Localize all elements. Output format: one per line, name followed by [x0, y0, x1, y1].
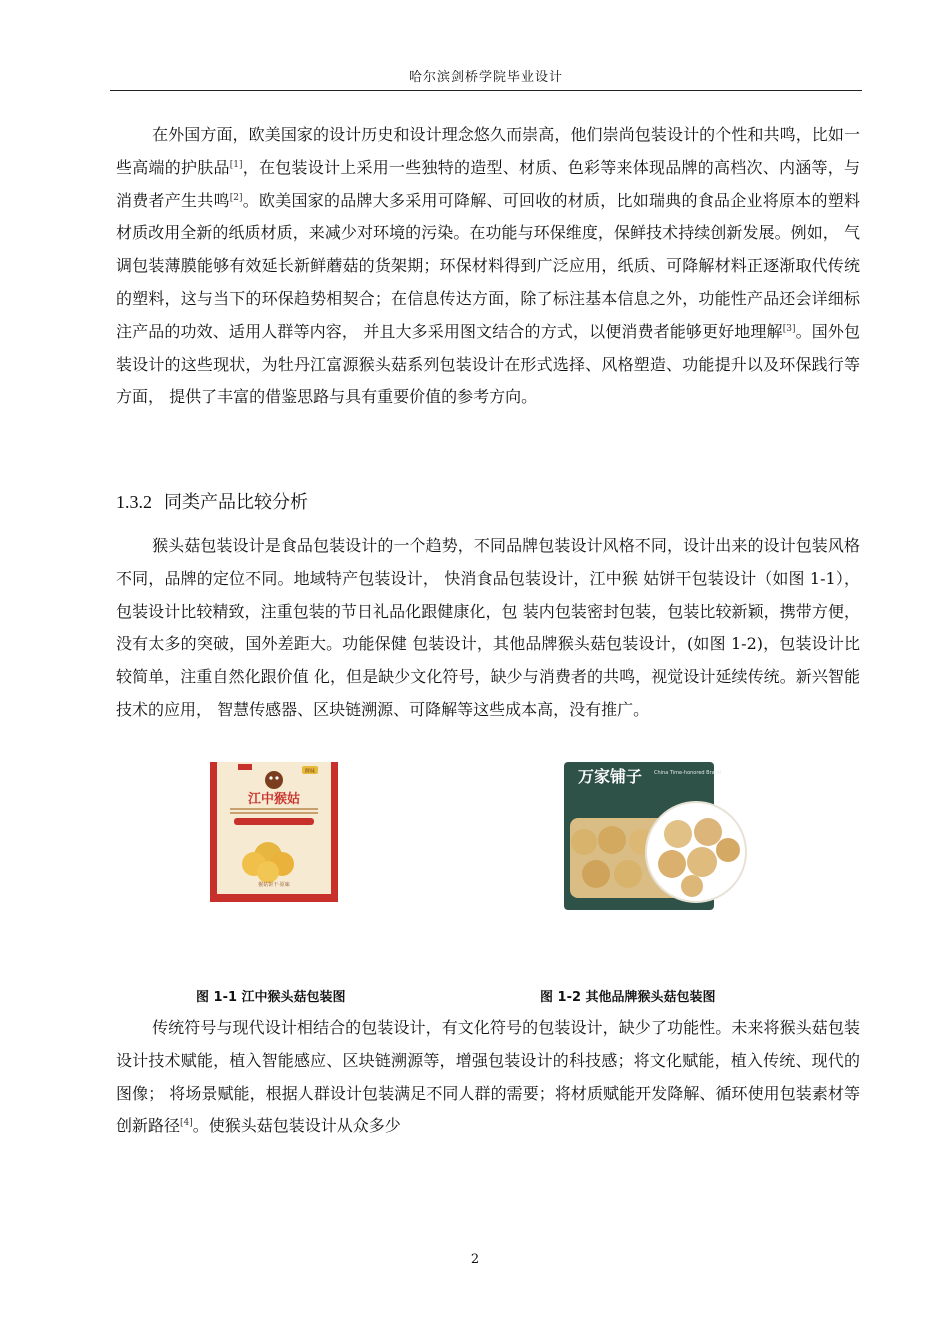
- citation-3[interactable]: [3]: [782, 323, 796, 334]
- svg-text:猴姑饼干·原味: 猴姑饼干·原味: [258, 882, 290, 888]
- svg-text:China Time-honored Brand: China Time-honored Brand: [654, 770, 722, 776]
- section-heading: [116, 488, 308, 514]
- figure-1-caption: 图 1-1 江中猴头菇包装图: [196, 990, 346, 1005]
- section-number: 1.3.2: [116, 492, 152, 512]
- paragraph-comparison: 猴头菇包装设计是食品包装设计的一个趋势，不同品牌包装设计风格不同，设计出来的设计包装风格不同，品牌的定位不同。地域特产包装设计， 快消食品包装设计，江中猴 姑饼干包装设计（如图 1-1），包装设计比较精致，注重包装的节日礼品化跟健康化，包 装内包装密封包装，包装比较新颖，携带方便，没有太多的突破，国外差距大。功能保健 包装设计，其他品牌猴头菇包装设计，(如图 1-2)，包装设计比较简单，注重自然化跟价值 化，但是缺少文化符号，缺少与消费者的共鸣，视觉设计延续传统。新兴智能技术的应用， 智慧传感器、区块链溯源、可降解等这些成本高，没有推广。: [116, 536, 860, 719]
- citation-1[interactable]: [1]: [229, 159, 243, 170]
- figure-2-caption: 图 1-2 其他品牌猴头菇包装图: [540, 990, 716, 1005]
- wanjia-package-image: [556, 762, 748, 912]
- svg-text:万家铺子: 万家铺子: [578, 767, 643, 786]
- paragraph-foreign-design: 在外国方面，欧美国家的设计历史和设计理念悠久而崇高，他们崇尚包装设计的个性和共鸣，比如一些高端的护肤品[1]，在包装设计上采用一些独特的造型、材质、色彩等来体现品牌的高档次、内涵等，与消费者产生共鸣[2]。欧美国家的品牌大多采用可降解、可回收的材质，比如瑞典的食品企业将原本的塑料材质改用全新的纸质材质，来减少对环境的污染。在功能与环保维度，保鲜技术持续创新发展。例如， 气调包装薄膜能够有效延长新鲜蘑菇的货架期；环保材料得到广泛应用，纸质、可降解材料正逐渐取代传统的塑料，这与当下的环保趋势相契合；在信息传达方面，除了标注基本信息之外，功能性产品还会详细标注产品的功效、适用人群等内容， 并且大多采用图文结合的方式，以便消费者能够更好地理解[3]。国外包装设计的这些现状，为牡丹江富源猴头菇系列包装设计在形式选择、风格塑造、功能提升以及环保践行等方面， 提供了丰富的借鉴思路与具有重要价值的参考方向。: [116, 125, 860, 407]
- citation-4[interactable]: [4]: [180, 1118, 193, 1129]
- page-number: 2: [470, 1252, 480, 1267]
- jiangzhong-package-image: [210, 762, 338, 902]
- svg-text:江中猴姑: 江中猴姑: [247, 792, 301, 807]
- figure-wanjia-package: [556, 762, 748, 912]
- figure-jiangzhong-package: [210, 762, 338, 902]
- section-title: 同类产品比较分析: [164, 492, 308, 513]
- page-header: [110, 64, 862, 91]
- citation-2[interactable]: [2]: [229, 192, 243, 203]
- header-title: 哈尔滨剑桥学院毕业设计: [408, 70, 563, 85]
- svg-text:鲜味: 鲜味: [304, 768, 316, 775]
- paragraph-future-design: 传统符号与现代设计相结合的包装设计，有文化符号的包装设计，缺少了功能性。未来将猴头菇包装设计技术赋能，植入智能感应、区块链溯源等，增强包装设计的科技感；将文化赋能，植入传统、现代的图像； 将场景赋能，根据人群设计包装满足不同人群的需要；将材质赋能开发降解、循环使用包装素材等创新路径[4]。使猴头菇包装设计从众多少: [116, 1018, 860, 1136]
